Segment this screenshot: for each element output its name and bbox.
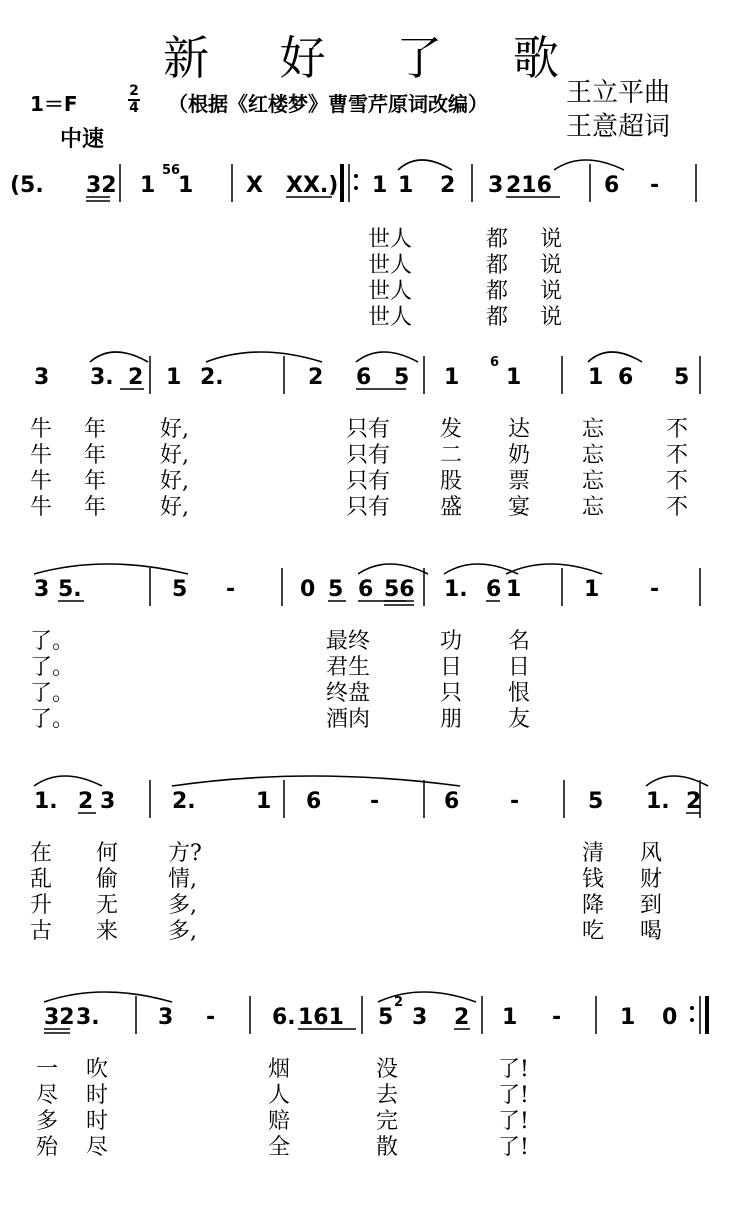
- lyric-word: 功: [440, 629, 463, 654]
- note: 3.: [76, 1005, 100, 1030]
- lyric-word: 年: [84, 417, 107, 442]
- lyric-word: 日: [508, 655, 531, 680]
- slur-3-2: [358, 564, 428, 574]
- lyric-line-1-4: [0, 300, 750, 330]
- note: 3: [100, 789, 116, 814]
- note: 6: [306, 789, 322, 814]
- lyric-word: 多,: [168, 919, 197, 944]
- lyric-word: 终盘: [326, 681, 371, 706]
- slur-2-4: [588, 352, 642, 362]
- lyric-word: 无: [96, 893, 119, 918]
- lyric-line-1-3: [0, 274, 750, 304]
- lyric-word: 来: [96, 919, 119, 944]
- lyric-word: 吹: [86, 1057, 109, 1082]
- lyric-word: 没: [376, 1057, 399, 1082]
- lyric-line-4-4: [0, 914, 750, 944]
- note: XX.): [286, 173, 339, 198]
- note: 3: [488, 173, 504, 198]
- note: 5: [328, 577, 344, 602]
- note: 5: [394, 365, 410, 390]
- lyric-word: 说: [540, 227, 563, 252]
- note: -: [226, 577, 236, 602]
- lyric-word: 年: [84, 469, 107, 494]
- note: 1: [502, 1005, 518, 1030]
- note: 161: [298, 1005, 344, 1030]
- lyric-word: 了!: [498, 1135, 529, 1160]
- lyric-word: 年: [84, 443, 107, 468]
- note: 0: [662, 1005, 678, 1030]
- slur-1-1: [398, 160, 452, 170]
- note: 2.: [172, 789, 196, 814]
- lyric-word: 在: [30, 841, 53, 866]
- lyric-word: 尽: [36, 1083, 59, 1108]
- lyric-line-1-1: [0, 222, 750, 252]
- repeat-dot: [354, 186, 358, 190]
- lyric-word: 降: [582, 893, 605, 918]
- lyric-word: 最终: [326, 629, 371, 654]
- lyric-word: 钱: [582, 867, 605, 892]
- lyric-word: 牛: [30, 417, 53, 442]
- notation-system-5: [0, 980, 750, 1050]
- lyric-word: 君生: [326, 655, 371, 680]
- lyric-word: 赔: [268, 1109, 291, 1134]
- lyric-word: 了!: [498, 1083, 529, 1108]
- lyric-word: 清: [582, 841, 605, 866]
- lyric-word: 名: [508, 629, 531, 654]
- lyric-word: 说: [540, 305, 563, 330]
- lyric-word: 了。: [30, 681, 75, 706]
- lyric-line-5-2: [0, 1078, 750, 1108]
- time-signature: [128, 84, 140, 116]
- note: 1: [372, 173, 388, 198]
- note: 2: [308, 365, 324, 390]
- lyric-word: 说: [540, 253, 563, 278]
- lyric-word: 风: [640, 841, 663, 866]
- lyric-word: 只有: [346, 443, 391, 468]
- note: 6: [358, 577, 374, 602]
- lyric-word: 忘: [582, 443, 605, 468]
- composer-credit: 王立平曲: [566, 78, 671, 108]
- note: X: [246, 173, 263, 198]
- note: -: [370, 789, 380, 814]
- note: 5: [674, 365, 690, 390]
- slur-3-3: [444, 564, 518, 574]
- note: 1.: [34, 789, 58, 814]
- grace-note: 6: [490, 355, 500, 370]
- lyric-word: 恨: [508, 681, 531, 706]
- time-signature-bottom: 4: [129, 100, 139, 116]
- repeat-dot: [354, 174, 358, 178]
- lyric-line-1-2: [0, 248, 750, 278]
- lyric-word: 尽: [86, 1135, 109, 1160]
- lyric-line-3-4: [0, 702, 750, 732]
- note: 6: [356, 365, 372, 390]
- lyric-word: 何: [96, 841, 119, 866]
- lyric-word: 去: [376, 1083, 399, 1108]
- note: 1: [506, 365, 522, 390]
- lyric-word: 了!: [498, 1057, 529, 1082]
- lyric-word: 吃: [582, 919, 605, 944]
- note: 3: [412, 1005, 428, 1030]
- note: 1.: [444, 577, 468, 602]
- lyric-word: 世人: [368, 305, 413, 330]
- lyric-word: 票: [508, 469, 531, 494]
- lyric-word: 牛: [30, 495, 53, 520]
- lyric-word: 时: [86, 1109, 109, 1134]
- slur-3-1: [34, 564, 188, 574]
- lyric-word: 只: [440, 681, 463, 706]
- lyric-word: 古: [30, 919, 53, 944]
- note: 1: [584, 577, 600, 602]
- lyric-word: 不: [666, 443, 689, 468]
- lyric-word: 了。: [30, 655, 75, 680]
- lyric-line-3-1: [0, 624, 750, 654]
- lyric-word: 友: [508, 707, 531, 732]
- lyric-word: 财: [640, 867, 663, 892]
- note: 1: [398, 173, 414, 198]
- note: (5.: [10, 173, 44, 198]
- slur-1-2: [554, 160, 624, 170]
- lyric-word: 只有: [346, 495, 391, 520]
- note: 2: [440, 173, 456, 198]
- lyric-word: 偷: [96, 867, 119, 892]
- lyric-word: 忘: [582, 495, 605, 520]
- lyric-word: 年: [84, 495, 107, 520]
- note: -: [650, 577, 660, 602]
- lyric-word: 只有: [346, 417, 391, 442]
- lyric-line-4-2: [0, 862, 750, 892]
- note: 3: [34, 577, 50, 602]
- lyric-word: 朋: [440, 707, 463, 732]
- note: 1: [166, 365, 182, 390]
- note: 1: [506, 577, 522, 602]
- lyric-word: 多,: [168, 893, 197, 918]
- lyric-word: 奶: [508, 443, 531, 468]
- slur-2-3: [356, 352, 418, 362]
- note: 2: [78, 789, 94, 814]
- lyric-word: 完: [376, 1109, 399, 1134]
- lyric-line-3-2: [0, 650, 750, 680]
- lyric-word: 都: [486, 279, 509, 304]
- slur-2-2: [206, 352, 322, 362]
- time-signature-top: 2: [129, 83, 139, 99]
- lyric-word: 股: [440, 469, 463, 494]
- song-title: 新 好 了 歌: [163, 31, 587, 85]
- lyric-word: 好,: [160, 443, 189, 468]
- note: 1: [620, 1005, 636, 1030]
- lyric-word: 好,: [160, 417, 189, 442]
- slur-4-2: [172, 776, 460, 786]
- note: 6.: [272, 1005, 296, 1030]
- lyric-word: 牛: [30, 443, 53, 468]
- lyric-word: 情,: [168, 867, 197, 892]
- slur-4-3: [646, 776, 708, 786]
- lyric-word: 发: [440, 417, 463, 442]
- lyric-line-4-3: [0, 888, 750, 918]
- lyric-word: 不: [666, 417, 689, 442]
- notation-system-1: [0, 148, 750, 218]
- note: 3.: [90, 365, 114, 390]
- lyric-word: 了。: [30, 629, 75, 654]
- lyric-word: 世人: [368, 279, 413, 304]
- lyric-word: 二: [440, 443, 463, 468]
- note: 3: [158, 1005, 174, 1030]
- lyric-line-3-3: [0, 676, 750, 706]
- lyric-word: 牛: [30, 469, 53, 494]
- lyric-word: 好,: [160, 495, 189, 520]
- key-signature: 1＝F: [30, 92, 78, 116]
- lyric-word: 都: [486, 305, 509, 330]
- lyric-line-2-3: [0, 464, 750, 494]
- notation-system-4: [0, 764, 750, 834]
- note: -: [650, 173, 660, 198]
- note: 6: [618, 365, 634, 390]
- note: -: [552, 1005, 562, 1030]
- repeat-dot: [690, 1006, 694, 1010]
- lyric-word: 盛: [440, 495, 463, 520]
- note: -: [510, 789, 520, 814]
- lyric-word: 宴: [508, 495, 531, 520]
- repeat-dot: [690, 1018, 694, 1022]
- lyric-word: 喝: [640, 919, 663, 944]
- note: 1: [588, 365, 604, 390]
- lyric-word: 升: [30, 893, 53, 918]
- note: 216: [506, 173, 552, 198]
- lyric-line-2-2: [0, 438, 750, 468]
- note: 32: [86, 173, 117, 198]
- lyric-word: 忘: [582, 417, 605, 442]
- note: 5: [378, 1005, 394, 1030]
- note: 1: [178, 173, 194, 198]
- note: 2: [686, 789, 702, 814]
- lyric-word: 都: [486, 253, 509, 278]
- lyric-word: 一: [36, 1057, 59, 1082]
- slur-3-4: [506, 564, 602, 574]
- lyric-word: 多: [36, 1109, 59, 1134]
- lyric-word: 不: [666, 495, 689, 520]
- note: 5: [172, 577, 188, 602]
- lyric-word: 达: [508, 417, 531, 442]
- lyric-word: 好,: [160, 469, 189, 494]
- grace-note: 56: [162, 163, 181, 178]
- lyric-word: 了!: [498, 1109, 529, 1134]
- slur-2-1: [90, 352, 148, 362]
- notation-system-3: [0, 552, 750, 622]
- lyric-word: 人: [268, 1083, 291, 1108]
- note: -: [206, 1005, 216, 1030]
- note: 5.: [58, 577, 82, 602]
- note: 1: [444, 365, 460, 390]
- note: 1: [140, 173, 156, 198]
- note: 3: [34, 365, 50, 390]
- lyric-line-2-1: [0, 412, 750, 442]
- slur-5-1: [44, 992, 172, 1002]
- grace-note: 2: [394, 995, 404, 1010]
- lyric-word: 酒肉: [326, 707, 371, 732]
- lyric-word: 散: [376, 1135, 399, 1160]
- note: 6: [444, 789, 460, 814]
- tempo-marking: 中速: [60, 126, 105, 152]
- slur-5-2: [378, 992, 476, 1002]
- notation-system-2: [0, 340, 750, 410]
- lyric-word: 日: [440, 655, 463, 680]
- lyric-word: 殆: [36, 1135, 59, 1160]
- note: 6: [486, 577, 502, 602]
- lyric-word: 方?: [168, 841, 202, 866]
- note: 32: [44, 1005, 75, 1030]
- note: 2: [454, 1005, 470, 1030]
- lyric-word: 世人: [368, 253, 413, 278]
- note: 6: [604, 173, 620, 198]
- source-note: （根据《红楼梦》曹雪芹原词改编）: [168, 92, 488, 116]
- note: 1: [256, 789, 272, 814]
- lyric-word: 烟: [268, 1057, 291, 1082]
- note: 1.: [646, 789, 670, 814]
- lyric-word: 说: [540, 279, 563, 304]
- lyric-line-5-4: [0, 1130, 750, 1160]
- lyric-word: 了。: [30, 707, 75, 732]
- note: 2: [128, 365, 144, 390]
- lyric-word: 时: [86, 1083, 109, 1108]
- lyric-line-5-1: [0, 1052, 750, 1082]
- lyric-word: 到: [640, 893, 663, 918]
- note: 2.: [200, 365, 224, 390]
- lyric-word: 世人: [368, 227, 413, 252]
- lyric-line-5-3: [0, 1104, 750, 1134]
- lyricist-credit: 王意超词: [566, 112, 671, 142]
- lyric-line-2-4: [0, 490, 750, 520]
- lyric-word: 不: [666, 469, 689, 494]
- note: 56: [384, 577, 415, 602]
- note: 0: [300, 577, 316, 602]
- note: 5: [588, 789, 604, 814]
- lyric-word: 乱: [30, 867, 53, 892]
- lyric-word: 只有: [346, 469, 391, 494]
- lyric-word: 忘: [582, 469, 605, 494]
- lyric-word: 都: [486, 227, 509, 252]
- lyric-line-4-1: [0, 836, 750, 866]
- lyric-word: 全: [268, 1135, 291, 1160]
- slur-4-1: [34, 776, 102, 786]
